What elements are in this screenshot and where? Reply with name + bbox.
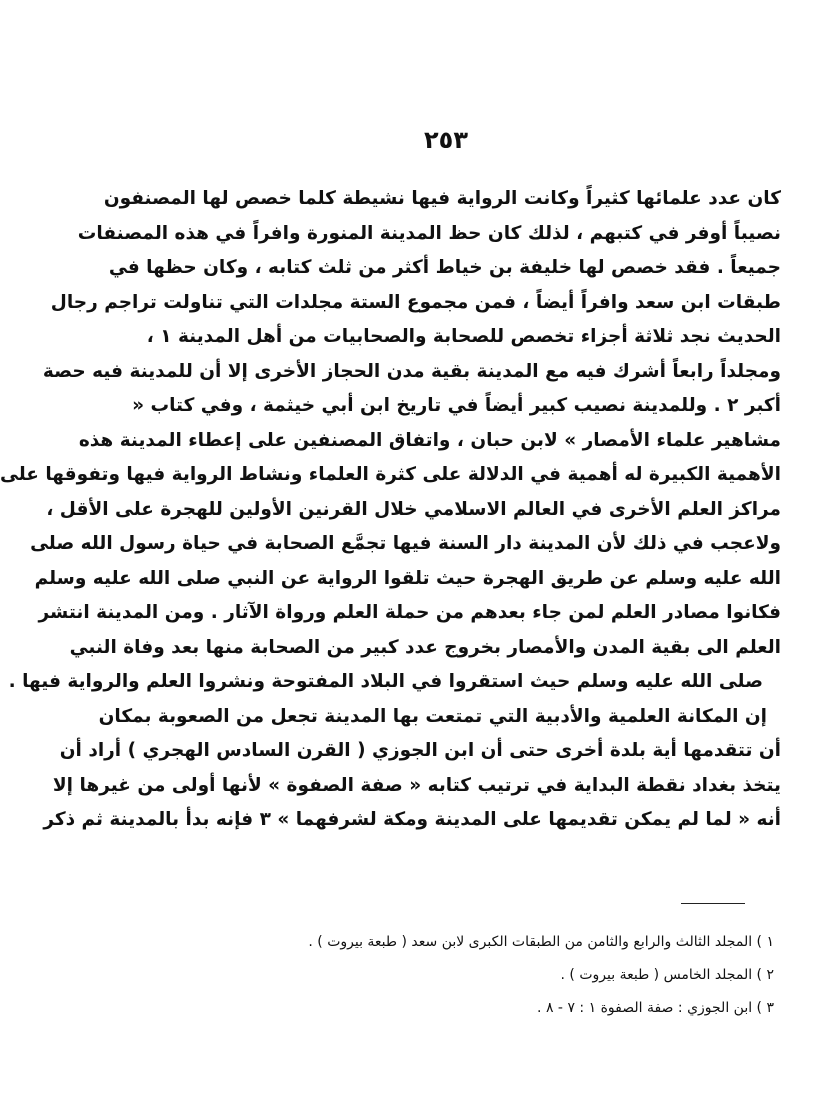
footnote-2: ٢ ) المجلد الخامس ( طبعة بيروت ) . <box>560 967 774 983</box>
text-line: نصيباً أوفر في كتبهم ، لذلك كان حظ المدينة المنورة وافراً في هذه المصنفات <box>77 222 781 244</box>
footnote-1: ١ ) المجلد الثالث والرابع والثامن من الطبقات الكبرى لابن سعد ( طبعة بيروت ) . <box>308 934 774 950</box>
text-line: جميعاً . فقد خصص لها خليفة بن خياط أكثر من ثلث كتابه ، وكان حظها في <box>108 257 781 278</box>
text-line: أكبر ٢ . وللمدينة نصيب كبير أيضاً في تاريخ ابن أبي خيثمة ، وفي كتاب « <box>132 395 781 416</box>
text-line: العلم الى بقية المدن والأمصار بخروج عدد كبير من الصحابة منها بعد وفاة النبي <box>69 636 781 658</box>
footnote-3: ٣ ) ابن الجوزي : صفة الصفوة ١ : ٧ - ٨ . <box>537 1000 774 1016</box>
text-line: إن المكانة العلمية والأدبية التي تمتعت بها المدينة تجعل من الصعوبة بمكان <box>98 705 767 727</box>
text-line: طبقات ابن سعد وافراً أيضاً ، فمن مجموع الستة مجلدات التي تناولت تراجم رجال <box>50 291 781 313</box>
text-line: أن تتقدمها أية بلدة أخرى حتى أن ابن الجوزي ( القرن السادس الهجري ) أراد أن <box>59 740 781 761</box>
footnotes <box>229 926 774 1025</box>
text-line: مشاهير علماء الأمصار » لابن حبان ، واتفاق المصنفين على إعطاء المدينة هذه <box>78 429 781 451</box>
text-line: ومجلداً رابعاً أشرك فيه مع المدينة بقية مدن الحجاز الأخرى إلا أن للمدينة فيه حصة <box>42 360 781 382</box>
text-line: أنه « لما لم يمكن تقديمها على المدينة ومكة لشرفهما » ٣ فإنه بدأ بالمدينة ثم ذكر <box>43 809 781 830</box>
text-line: ولاعجب في ذلك لأن المدينة دار السنة فيها تجمَّع الصحابة في حياة رسول الله صلى <box>30 533 781 554</box>
footnote-divider <box>681 903 745 904</box>
text-line: الحديث نجد ثلاثة أجزاء تخصص للصحابة والصحابيات من أهل المدينة ١ ، <box>146 326 781 347</box>
text-line: الله عليه وسلم عن طريق الهجرة حيث تلقوا الرواية عن النبي صلى الله عليه وسلم <box>34 567 781 589</box>
text-line: مراكز العلم الأخرى في العالم الاسلامي خلال القرنين الأولين للهجرة على الأقل ، <box>46 498 781 520</box>
page-number: ٢٥٣ <box>424 126 468 154</box>
text-line: الأهمية الكبيرة له أهمية في الدلالة على كثرة العلماء ونشاط الرواية فيها وتفوقها على <box>0 464 781 485</box>
text-line: كان عدد علمائها كثيراً وكانت الرواية فيها نشيطة كلما خصص لها المصنفون <box>103 188 781 209</box>
text-line: يتخذ بغداد نقطة البداية في ترتيب كتابه « صفة الصفوة » لأنها أولى من غيرها إلا <box>52 774 781 796</box>
text-line: فكانوا مصادر العلم لمن جاء بعدهم من حملة العلم ورواة الآثار . ومن المدينة انتشر <box>38 602 781 623</box>
text-line: صلى الله عليه وسلم حيث استقروا في البلاد المفتوحة ونشروا العلم والرواية فيها . <box>8 671 763 692</box>
main-text <box>0 182 781 838</box>
